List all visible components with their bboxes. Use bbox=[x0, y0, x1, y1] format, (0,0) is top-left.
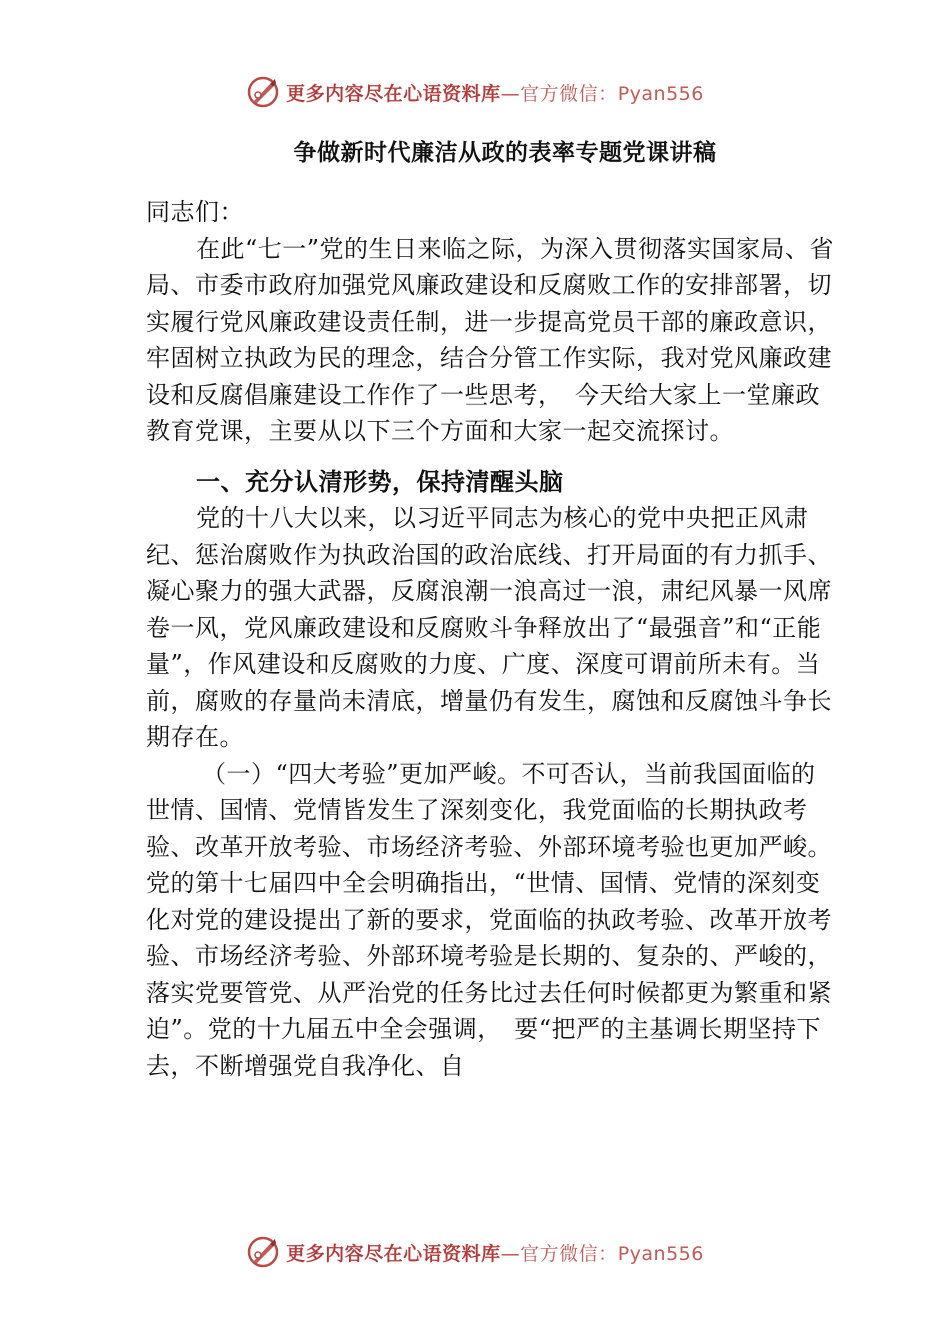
subsection-1-paragraph: （一）“四大考验”更加严峻。不可否认，当前我国面临的世情、国情、党情皆发生了深刻变化，我党面临的长期执政考验、改革开放考验、市场经济考验、外部环境考验也更加严峻。党的第十七届四中全会明确指出，“世情、国情、党情的深刻变化对党的建设提出了新的要求，党面临的执政考验、改革开放考验、市场经济考验、外部环境考验是长期的、复杂的、严峻的，落实党要管党、从严治党的任务比过去任何时候都更为繁重和紧迫”。党的十九届五中全会强调， 要“把严的主基调长期坚持下去，不断增强党自我净化、自 bbox=[146, 759, 832, 1080]
footer-watermark bbox=[0, 1232, 950, 1272]
watermark-id: Pyan556 bbox=[617, 1242, 704, 1265]
watermark-separator: — bbox=[500, 82, 521, 105]
watermark-brand: 更多内容尽在心语资料库 bbox=[286, 1242, 501, 1265]
quill-pen-logo-icon bbox=[246, 1235, 280, 1269]
quill-pen-logo-icon bbox=[246, 75, 280, 109]
watermark-id: Pyan556 bbox=[617, 82, 704, 105]
section-heading-1: 一、充分认清形势，保持清醒头脑 bbox=[196, 467, 564, 496]
watermark-separator: — bbox=[500, 1242, 521, 1265]
intro-paragraph: 在此“七一”党的生日来临之际，为深入贯彻落实国家局、省局、市委市政府加强党风廉政建设和反腐败工作的安排部署，切实履行党风廉政建设责任制，进一步提高党员干部的廉政意识，牢固树立执政为民的理念，结合分管工作实际，我对党风廉政建设和反腐倡廉建设工作作了一些思考， 今天给大家上一堂廉政教育党课，主要从以下三个方面和大家一起交流探讨。 bbox=[146, 234, 835, 445]
watermark-text bbox=[286, 79, 704, 106]
document-title: 争做新时代廉洁从政的表率专题党课讲稿 bbox=[293, 140, 717, 166]
header-watermark bbox=[0, 72, 950, 112]
document-body bbox=[146, 194, 836, 1084]
watermark-brand: 更多内容尽在心语资料库 bbox=[286, 82, 501, 105]
salutation: 同志们： bbox=[146, 198, 244, 226]
watermark-label: 官方微信： bbox=[520, 82, 618, 105]
section-1-paragraph: 党的十八大以来，以习近平同志为核心的党中央把正风肃纪、惩治腐败作为执政治国的政治底线、打开局面的有力抓手、凝心聚力的强大武器，反腐浪潮一浪高过一浪，肃纪风暴一风席卷一风，党风廉政建设和反腐败斗争释放出了“最强音”和“正能量”，作风建设和反腐败的力度、广度、深度可谓前所未有。当前，腐败的存量尚未清底，增量仍有发生，腐蚀和反腐蚀斗争长期存在。 bbox=[146, 504, 832, 751]
watermark-text bbox=[286, 1239, 704, 1266]
watermark-label: 官方微信： bbox=[520, 1242, 618, 1265]
